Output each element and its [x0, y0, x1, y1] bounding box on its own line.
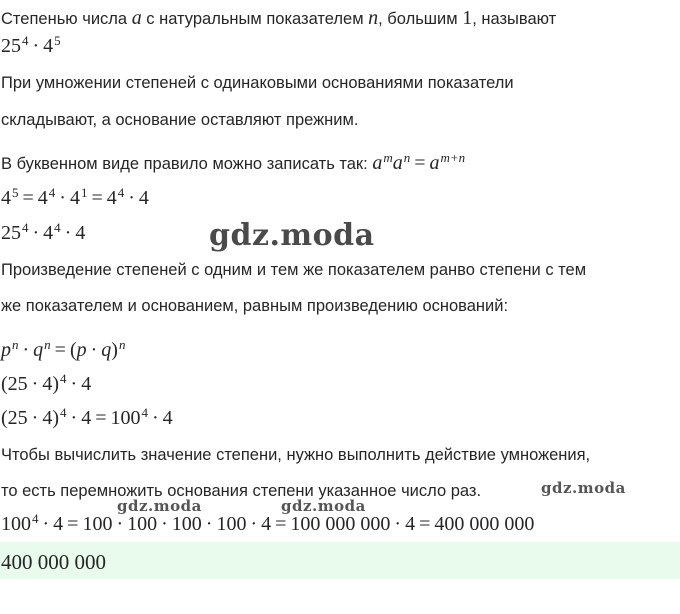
base: 4 — [1, 187, 11, 209]
factor: 4 — [405, 513, 416, 535]
base: 4 — [37, 187, 48, 209]
intro-text-end: , большим — [378, 10, 463, 28]
exponent: 4 — [60, 404, 67, 420]
factor: 100 — [216, 513, 247, 535]
intro-text: Степенью числа — [1, 10, 132, 28]
watermark-large: gdz.moda — [209, 218, 375, 253]
factor: 4 — [81, 407, 92, 429]
paragraph-line: складывают, а основание оставляют прежним. — [1, 111, 359, 129]
exponent: 5 — [12, 184, 19, 200]
product: 100 000 000 — [290, 513, 391, 535]
watermark-small: gdz.moda — [541, 479, 626, 497]
base: a — [372, 152, 383, 174]
exponent: m+n — [440, 149, 466, 165]
expression-2: $4^5 = 4^4 \cdot 4^1 = 4^4 \cdot 4$ — [1, 184, 149, 209]
exponent: n — [12, 336, 19, 352]
base: q — [101, 339, 112, 361]
exponent: 4 — [22, 219, 29, 235]
base: 25 — [7, 373, 28, 395]
exponent: n — [403, 149, 411, 165]
base: 25 — [7, 407, 28, 429]
exponent: 4 — [141, 404, 148, 420]
factor: 4 — [138, 187, 149, 209]
exponent: n — [118, 336, 126, 352]
expression-5: $(25 \cdot 4)^4 \cdot 4 = 100^4 \cdot 4$ — [1, 404, 173, 429]
base: p — [76, 339, 87, 361]
rule-2: $p^n \cdot q^n = (p \cdot q)^n$ — [1, 336, 126, 361]
expression-3: $25^4 \cdot 4^4 \cdot 4$ — [1, 219, 86, 244]
paragraph-line: При умножении степеней с одинаковыми основаниями показатели — [1, 74, 514, 92]
base: 25 — [1, 35, 21, 57]
base: 100 — [1, 513, 31, 535]
intro-line — [1, 8, 556, 29]
base: p — [1, 339, 11, 361]
factor: 4 — [261, 513, 272, 535]
factor: 4 — [53, 513, 64, 535]
base: 4 — [43, 222, 54, 244]
exponent: n — [44, 336, 51, 352]
paragraph-line: Произведение степеней с одним и тем же показателем ранво степени с тем — [1, 261, 587, 279]
factor: 4 — [81, 373, 92, 395]
base: 25 — [1, 222, 21, 244]
factor: 100 — [82, 513, 113, 535]
exponent: 4 — [48, 184, 56, 200]
intro-text-mid: с натуральным показателем — [141, 10, 369, 28]
base: 100 — [110, 407, 141, 429]
answer-value: 400 000 000 — [1, 550, 106, 574]
exponent: 4 — [22, 32, 29, 48]
base: 4 — [106, 187, 117, 209]
base: 4 — [42, 407, 53, 429]
exponent: m — [383, 149, 393, 165]
base: q — [33, 339, 44, 361]
paragraph-line: же показателем и основанием, равным произведению оснований: — [1, 297, 509, 315]
intro-text-tail: , называют — [472, 10, 557, 28]
expression-6: $100^4 \cdot 4 = 100 \cdot 100 \cdot 100 \cdot 100 \cdot 4 = 100$ 000 000 · 4 = 400 000 000 — [1, 510, 535, 535]
base: a — [429, 152, 440, 174]
base: 4 — [69, 187, 80, 209]
expression-1: $25^4 \cdot 4^5$ — [1, 32, 61, 57]
base: 4 — [43, 35, 54, 57]
exponent: 1 — [80, 184, 88, 200]
exponent: 4 — [60, 370, 67, 386]
factor: 100 — [171, 513, 202, 535]
watermark-small: gdz.moda — [281, 497, 366, 515]
factor: 100 — [127, 513, 158, 535]
var-a: a — [131, 7, 142, 29]
expression-4: $(25 \cdot 4)^4 \cdot 4$ — [1, 370, 92, 395]
exponent: 4 — [32, 510, 39, 526]
number-one: 1 — [462, 7, 473, 29]
watermark-small: gdz.moda — [117, 497, 202, 515]
paragraph-line: Чтобы вычислить значение степени, нужно выполнить действие умножения, — [1, 446, 591, 464]
exponent: 4 — [54, 219, 61, 235]
base: 4 — [42, 373, 53, 395]
factor: 4 — [75, 222, 86, 244]
var-n: n — [368, 7, 379, 29]
exponent: 5 — [54, 32, 61, 48]
result: 400 000 000 — [434, 513, 535, 535]
base: a — [392, 152, 403, 174]
factor: 4 — [162, 407, 173, 429]
answer-box — [0, 542, 680, 579]
paragraph-line: то есть перемножить основания степени указанное число раз. — [1, 482, 482, 500]
rule-line: В буквенном виде правило можно записать так: $a^ma^n = a^{m+n}$ — [1, 149, 466, 174]
exponent: 4 — [117, 184, 125, 200]
rule-text: В буквенном виде правило можно записать так: — [1, 155, 373, 173]
